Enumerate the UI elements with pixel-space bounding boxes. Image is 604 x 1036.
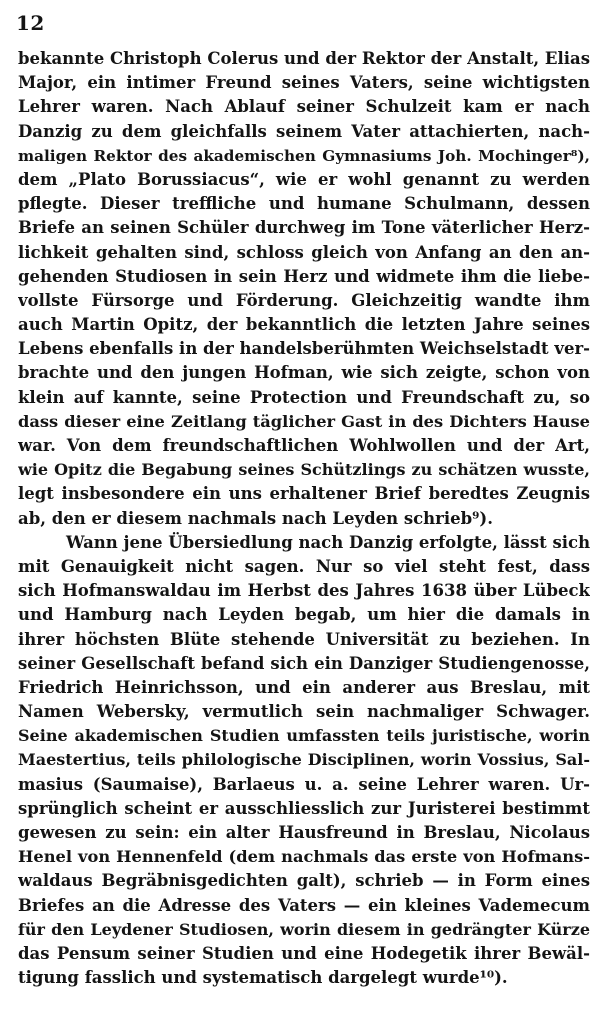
text-line: Briefe an seinen Schüler durchweg im Tone väterlicher Herz- — [18, 218, 590, 238]
text-line: legt insbesondere ein uns erhaltener Brief beredtes Zeugnis — [18, 484, 590, 504]
text-line: Henel von Hennenfeld (dem nachmals das erste von Hofmans- — [18, 847, 590, 867]
text-line: ab, den er diesem nachmals nach Leyden schrieb⁹). — [18, 508, 493, 528]
paragraph-1 — [18, 47, 590, 531]
text-line: gewesen zu sein: ein alter Hausfreund in Breslau, Nicolaus — [18, 823, 590, 842]
text-line: Maestertius, teils philologische Disciplinen, worin Vossius, Sal- — [18, 750, 590, 770]
text-line: sprünglich scheint er ausschliesslich zur Juristerei bestimmt — [18, 798, 590, 818]
text-line: masius (Saumaise), Barlaeus u. a. seine Lehrer waren. Ur- — [18, 774, 590, 794]
text-line: Namen Webersky, vermutlich sein nachmaliger Schwager. — [18, 702, 590, 722]
text-line: seiner Gesellschaft befand sich ein Danziger Studiengenosse, — [18, 653, 590, 673]
text-line: ihrer höchsten Blüte stehende Universität zu beziehen. In — [18, 629, 590, 649]
body-text — [18, 47, 590, 990]
text-line: Friedrich Heinrichsson, und ein anderer aus Breslau, mit — [18, 677, 590, 697]
text-line: wie Opitz die Begabung seines Schützlings zu schätzen wusste, — [18, 460, 590, 480]
text-line: auch Martin Opitz, der bekanntlich die letzten Jahre seines — [18, 315, 590, 335]
text-line: Seine akademischen Studien umfassten teils juristische, worin — [18, 726, 590, 746]
page-number: 12 — [16, 11, 45, 35]
text-line: sich Hofmanswaldau im Herbst des Jahres 1638 über Lübeck — [18, 581, 590, 601]
text-line: Briefes an die Adresse des Vaters — ein kleines Vademecum — [18, 895, 590, 915]
text-line: das Pensum seiner Studien und eine Hodegetik ihrer Bewäl- — [18, 943, 590, 963]
text-line: Major, ein intimer Freund seines Vaters, seine wichtigsten — [18, 73, 590, 93]
text-line: klein auf kannte, seine Protection und Freundschaft zu, so — [18, 387, 590, 407]
text-line: pflegte. Dieser treffliche und humane Schulmann, dessen — [18, 194, 590, 214]
paragraph-2 — [18, 531, 590, 991]
text-line: dem „Plato Borussiacus“, wie er wohl genannt zu werden — [18, 169, 590, 189]
text-line: Danzig zu dem gleichfalls seinem Vater attachierten, nach- — [18, 121, 590, 141]
text-line: vollste Fürsorge und Förderung. Gleichzeitig wandte ihm — [18, 290, 590, 310]
text-line: Wann jene Übersiedlung nach Danzig erfolgte, lässt sich — [66, 532, 590, 552]
text-line: für den Leydener Studiosen, worin diesem in gedrängter Kürze — [18, 919, 590, 939]
text-line: und Hamburg nach Leyden begab, um hier die damals in — [18, 605, 590, 625]
text-line: lichkeit gehalten sind, schloss gleich von Anfang an den an- — [18, 242, 590, 262]
text-line: maligen Rektor des akademischen Gymnasiums Joh. Mochinger⁸), — [18, 146, 590, 165]
text-line: mit Genauigkeit nicht sagen. Nur so viel steht fest, dass — [18, 556, 590, 576]
text-line: brachte und den jungen Hofman, wie sich zeigte, schon von — [18, 363, 590, 383]
text-line: war. Von dem freundschaftlichen Wohlwollen und der Art, — [18, 436, 590, 455]
text-line: gehenden Studiosen in sein Herz und widmete ihm die liebe- — [18, 266, 590, 286]
text-line: bekannte Christoph Colerus und der Rektor der Anstalt, Elias — [18, 49, 590, 68]
text-line: tigung fasslich und systematisch dargelegt wurde¹⁰). — [18, 968, 508, 988]
text-line: waldaus Begräbnisgedichten galt), schrieb — in Form eines — [18, 871, 590, 891]
text-line: dass dieser eine Zeitlang täglicher Gast in des Dichters Hause — [18, 411, 590, 431]
text-line: Lebens ebenfalls in der handelsberühmten Weichselstadt ver- — [18, 339, 590, 359]
text-line: Lehrer waren. Nach Ablauf seiner Schulzeit kam er nach — [18, 97, 590, 117]
